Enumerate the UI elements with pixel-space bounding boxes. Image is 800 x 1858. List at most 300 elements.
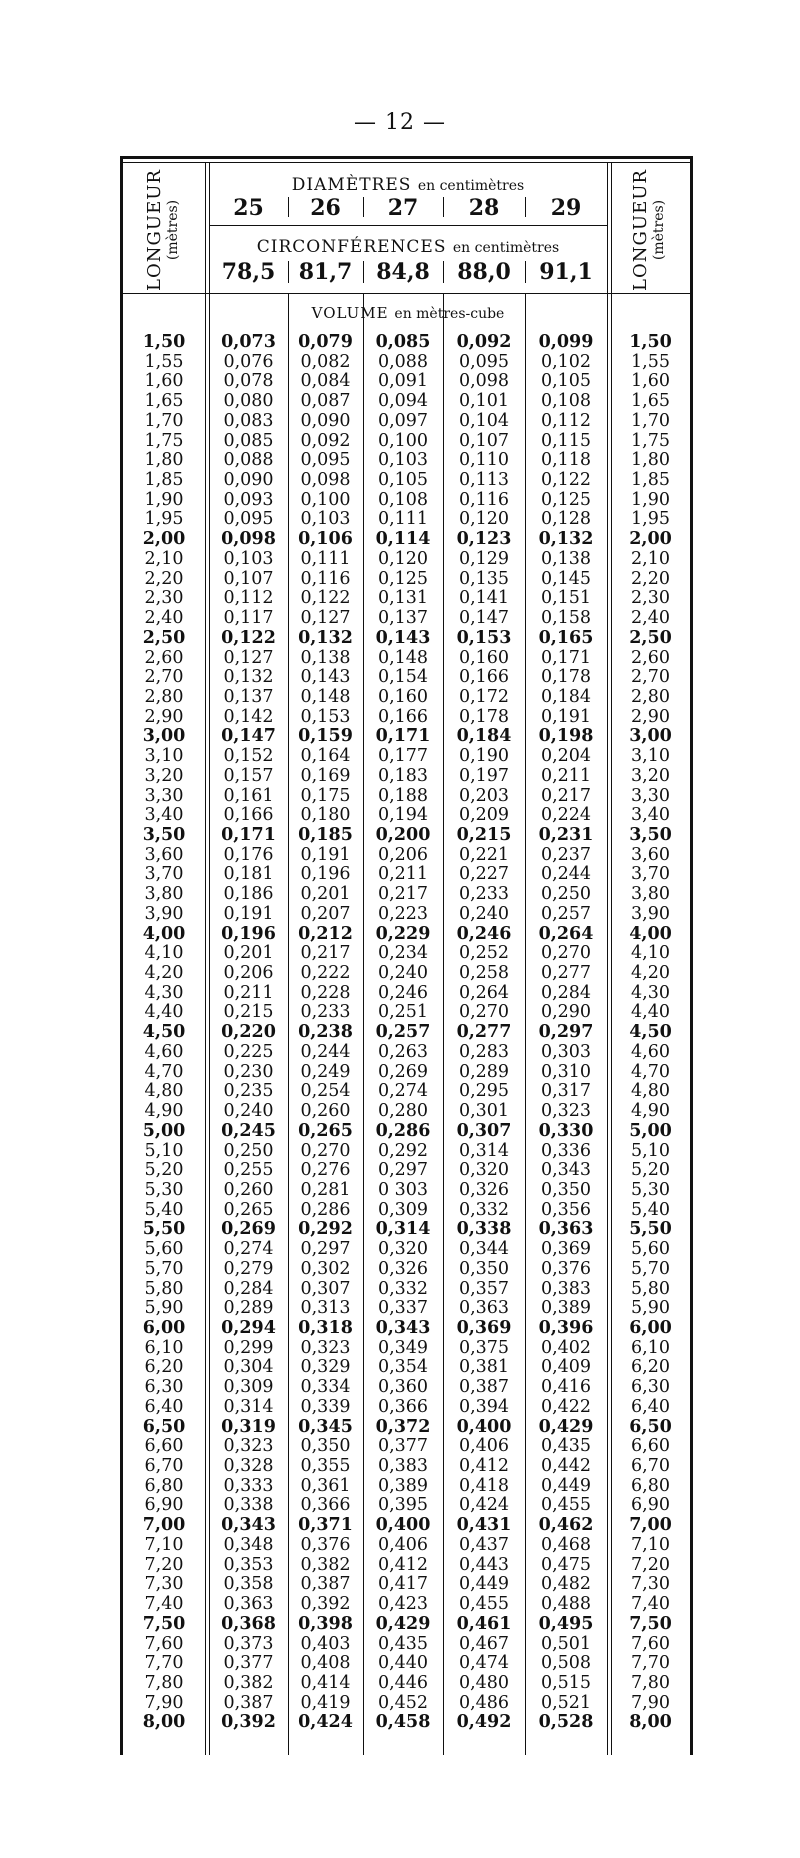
volume-cell: 0,269 <box>377 1061 429 1082</box>
length-cell: 5,70 <box>631 1258 670 1279</box>
diameter-value: 26 <box>310 195 341 221</box>
volume-cell: 0,117 <box>223 608 274 629</box>
volume-cell: 0,440 <box>377 1653 429 1674</box>
volume-cell: 0,095 <box>300 450 351 471</box>
volume-cell: 0,319 <box>221 1416 276 1437</box>
length-cell: 1,55 <box>631 351 670 372</box>
circumference-value: 88,0 <box>457 259 511 285</box>
volume-cell: 0,131 <box>377 588 429 609</box>
volume-cell: 0,474 <box>458 1653 510 1674</box>
volume-cell: 0,113 <box>458 470 510 491</box>
volume-cell: 0,135 <box>458 568 510 589</box>
length-cell: 7,90 <box>631 1692 670 1713</box>
volume-cell: 0,414 <box>300 1672 351 1693</box>
volume-cell: 0,260 <box>300 1101 351 1122</box>
volume-cell: 0,400 <box>375 1515 431 1536</box>
volume-cell: 0,073 <box>221 332 276 352</box>
volume-cell: 0,251 <box>377 1002 429 1023</box>
volume-cell: 0,294 <box>221 1318 276 1338</box>
volume-cell: 0,103 <box>223 548 274 569</box>
volume-cell: 0,371 <box>298 1515 353 1536</box>
volume-cell: 0,110 <box>458 450 510 471</box>
length-cell: 2,70 <box>631 667 670 688</box>
table-row <box>123 333 690 353</box>
table-row <box>123 471 690 491</box>
table-row <box>123 1299 690 1319</box>
length-cell: 5,90 <box>631 1298 670 1319</box>
length-cell: 2,70 <box>144 667 184 688</box>
volume-cell: 0,094 <box>377 391 429 412</box>
length-cell: 4,60 <box>631 1041 670 1062</box>
length-cell: 1,90 <box>631 489 670 510</box>
table-row <box>123 984 690 1004</box>
length-cell: 3,80 <box>144 884 184 905</box>
volume-cell: 0,297 <box>538 1022 594 1043</box>
volume-cell: 0,467 <box>458 1633 510 1654</box>
length-label: LONGUEUR <box>144 169 165 291</box>
volume-cell: 0,147 <box>458 608 510 629</box>
volume-cell: 0,389 <box>377 1475 429 1496</box>
volume-cell: 0,301 <box>458 1101 510 1122</box>
volume-cell: 0,265 <box>298 1120 353 1141</box>
volume-cell: 0,283 <box>458 1041 510 1062</box>
length-cell: 5,10 <box>631 1140 670 1161</box>
volume-cell: 0,418 <box>458 1475 510 1496</box>
volume-cell: 0,338 <box>223 1495 274 1516</box>
length-cell: 3,40 <box>631 805 670 826</box>
volume-cell: 0,211 <box>377 864 429 885</box>
length-cell: 1,80 <box>631 450 670 471</box>
volume-cell: 0,356 <box>540 1199 592 1220</box>
length-cell: 1,65 <box>631 391 670 412</box>
volume-cell: 0,191 <box>540 706 592 727</box>
length-cell: 3,20 <box>631 765 670 786</box>
length-cell: 1,60 <box>144 371 184 392</box>
volume-cell: 0,382 <box>223 1672 274 1693</box>
volume-cell: 0,217 <box>377 884 429 905</box>
diameters-title: DIAMÈTRES en centimètres <box>291 175 525 195</box>
volume-cell: 0,138 <box>540 548 592 569</box>
table-row <box>123 1575 690 1595</box>
volume-cell: 0,095 <box>223 509 274 530</box>
volume-cell: 0,302 <box>300 1258 351 1279</box>
table-row <box>123 1378 690 1398</box>
volume-cell: 0,186 <box>223 884 274 905</box>
volume-cell: 0,377 <box>377 1436 429 1457</box>
volume-cell: 0,394 <box>458 1396 510 1417</box>
table-row <box>123 1122 690 1142</box>
volume-cell: 0,092 <box>300 430 351 451</box>
table-row <box>123 1694 690 1714</box>
volume-cell: 0,102 <box>540 351 592 372</box>
volume-cell: 0,108 <box>377 489 429 510</box>
circumference-value: 84,8 <box>376 259 430 285</box>
volume-cell: 0,132 <box>298 627 353 648</box>
length-cell: 5,50 <box>629 1219 672 1240</box>
volume-cell: 0,492 <box>456 1712 512 1733</box>
length-cell: 1,70 <box>631 410 670 431</box>
volume-cell: 0,431 <box>456 1515 512 1536</box>
volume-cell: 0,343 <box>221 1515 276 1536</box>
volume-cell: 0,106 <box>298 529 353 550</box>
volume-cell: 0,080 <box>223 391 274 412</box>
volume-cell: 0,211 <box>223 982 274 1003</box>
table-row <box>123 1536 690 1556</box>
length-cell: 4,20 <box>631 963 670 984</box>
volume-cell: 0,176 <box>223 844 274 865</box>
table-row <box>123 412 690 432</box>
length-cell: 1,55 <box>144 351 184 372</box>
length-cell: 3,40 <box>144 805 184 826</box>
volume-cell: 0,097 <box>377 410 429 431</box>
length-cell: 4,80 <box>631 1081 670 1102</box>
volume-cell: 0,191 <box>223 903 274 924</box>
length-label-right <box>613 165 687 295</box>
volume-cell: 0,389 <box>540 1298 592 1319</box>
length-cell: 7,30 <box>144 1574 184 1595</box>
length-cell: 1,50 <box>629 332 672 352</box>
table-row <box>123 1635 690 1655</box>
length-cell: 2,90 <box>144 706 184 727</box>
volume-cell: 0,408 <box>300 1653 351 1674</box>
volume-cell: 0,244 <box>540 864 592 885</box>
volume-cell: 0,383 <box>377 1456 429 1477</box>
length-cell: 3,90 <box>144 903 184 924</box>
volume-cell: 0,437 <box>458 1534 510 1555</box>
volume-cell: 0,222 <box>300 963 351 984</box>
length-cell: 4,30 <box>144 982 184 1003</box>
length-label: LONGUEUR <box>630 169 651 291</box>
volume-cell: 0,181 <box>223 864 274 885</box>
volume-cell: 0,112 <box>540 410 592 431</box>
volume-cell: 0,423 <box>377 1594 429 1615</box>
volume-cell: 0,297 <box>300 1239 351 1260</box>
volume-cell: 0,258 <box>458 963 510 984</box>
table-row <box>123 905 690 925</box>
volume-cell: 0,123 <box>456 529 512 550</box>
volume-cell: 0,122 <box>540 470 592 491</box>
volume-cell: 0,313 <box>300 1298 351 1319</box>
length-cell: 3,10 <box>144 746 184 767</box>
table-row <box>123 885 690 905</box>
length-cell: 2,10 <box>144 548 184 569</box>
volume-cell: 0,238 <box>298 1022 353 1043</box>
table-row <box>123 1240 690 1260</box>
length-unit: (mètres) <box>165 199 181 261</box>
volume-cell: 0,387 <box>300 1574 351 1595</box>
circumference-value: 91,1 <box>539 259 593 285</box>
volume-cell: 0,158 <box>540 608 592 629</box>
volume-cell: 0,323 <box>540 1101 592 1122</box>
volume-cell: 0,369 <box>540 1239 592 1260</box>
table-row <box>123 1556 690 1576</box>
length-cell: 5,60 <box>144 1239 184 1260</box>
volume-cell: 0,108 <box>540 391 592 412</box>
volume-cell: 0,349 <box>377 1337 429 1358</box>
volume-cell: 0,137 <box>223 686 274 707</box>
length-cell: 7,70 <box>631 1653 670 1674</box>
header-separator <box>443 197 444 217</box>
length-cell: 3,90 <box>631 903 670 924</box>
volume-cell: 0,323 <box>300 1337 351 1358</box>
volume-cell: 0,274 <box>377 1081 429 1102</box>
length-cell: 7,50 <box>629 1613 672 1634</box>
table-row <box>123 1615 690 1635</box>
volume-cell: 0,157 <box>223 765 274 786</box>
table-row <box>123 708 690 728</box>
volume-cell: 0,264 <box>458 982 510 1003</box>
length-cell: 3,70 <box>144 864 184 885</box>
table-row <box>123 1220 690 1240</box>
volume-cell: 0,178 <box>458 706 510 727</box>
volume-cell: 0,358 <box>223 1574 274 1595</box>
volume-cell: 0,184 <box>540 686 592 707</box>
volume-cell: 0,515 <box>540 1672 592 1693</box>
length-cell: 2,50 <box>142 627 186 648</box>
volume-cell: 0,304 <box>223 1357 274 1378</box>
volume-cell: 0,100 <box>300 489 351 510</box>
volume-cell: 0,309 <box>377 1199 429 1220</box>
volume-cell: 0,343 <box>375 1318 431 1338</box>
table-row <box>123 1003 690 1023</box>
volume-cell: 0,257 <box>540 903 592 924</box>
volume-cell: 0,274 <box>223 1239 274 1260</box>
length-cell: 1,90 <box>144 489 184 510</box>
table-row <box>123 451 690 471</box>
table-row <box>123 747 690 767</box>
volume-cell: 0,449 <box>540 1475 592 1496</box>
volume-cell: 0,211 <box>540 765 592 786</box>
volume-cell: 0,103 <box>300 509 351 530</box>
length-cell: 1,75 <box>144 430 184 451</box>
length-cell: 3,80 <box>631 884 670 905</box>
volume-cell: 0,085 <box>223 430 274 451</box>
length-cell: 3,20 <box>144 765 184 786</box>
length-cell: 6,80 <box>144 1475 184 1496</box>
volume-cell: 0,366 <box>300 1495 351 1516</box>
volume-cell: 0,452 <box>377 1692 429 1713</box>
length-cell: 5,20 <box>144 1160 184 1181</box>
header-separator <box>288 197 289 217</box>
volume-cell: 0,501 <box>540 1633 592 1654</box>
length-cell: 1,75 <box>631 430 670 451</box>
volume-cell: 0,153 <box>456 627 512 648</box>
volume-cell: 0,392 <box>300 1594 351 1615</box>
length-cell: 5,00 <box>629 1120 672 1141</box>
length-cell: 5,90 <box>144 1298 184 1319</box>
length-cell: 3,70 <box>631 864 670 885</box>
volume-cell: 0,360 <box>377 1377 429 1398</box>
diameter-value: 27 <box>387 195 419 221</box>
length-cell: 3,60 <box>144 844 184 865</box>
table-row <box>123 353 690 373</box>
table-row <box>123 727 690 747</box>
volume-cell: 0,079 <box>298 332 353 352</box>
volume-cell: 0,376 <box>540 1258 592 1279</box>
volume-cell: 0,153 <box>300 706 351 727</box>
volume-cell: 0,095 <box>458 351 510 372</box>
volume-cell: 0,350 <box>540 1179 592 1200</box>
volume-cell: 0,164 <box>300 746 351 767</box>
volume-cell: 0,166 <box>458 667 510 688</box>
length-cell: 3,50 <box>629 825 672 845</box>
volume-cell: 0,244 <box>300 1041 351 1062</box>
table-row <box>123 787 690 807</box>
table-row <box>123 1398 690 1418</box>
volume-cell: 0,190 <box>458 746 510 767</box>
volume-cell: 0,307 <box>300 1278 351 1299</box>
volume-cell: 0,400 <box>456 1416 512 1437</box>
volume-cell: 0,377 <box>223 1653 274 1674</box>
table-row <box>123 1654 690 1674</box>
volume-cell: 0,147 <box>221 726 276 747</box>
volume-cell: 0,198 <box>538 726 594 747</box>
length-cell: 5,10 <box>144 1140 184 1161</box>
table-row <box>123 1437 690 1457</box>
volume-cell: 0,284 <box>540 982 592 1003</box>
volume-cell: 0,396 <box>538 1318 594 1338</box>
volume-cell: 0,462 <box>538 1515 594 1536</box>
volume-cell: 0,417 <box>377 1574 429 1595</box>
volume-cell: 0,338 <box>456 1219 512 1240</box>
header-separator <box>288 261 289 283</box>
volume-cell: 0,127 <box>300 608 351 629</box>
volume-cell: 0,148 <box>377 647 429 668</box>
length-cell: 3,50 <box>142 825 186 845</box>
length-cell: 5,80 <box>631 1278 670 1299</box>
table-row <box>123 1674 690 1694</box>
length-cell: 5,30 <box>144 1179 184 1200</box>
length-cell: 7,80 <box>144 1672 184 1693</box>
volume-cell: 0,409 <box>540 1357 592 1378</box>
volume-cell: 0,332 <box>458 1199 510 1220</box>
length-cell: 5,40 <box>144 1199 184 1220</box>
volume-cell: 0,252 <box>458 943 510 964</box>
volume-cell: 0,435 <box>377 1633 429 1654</box>
volume-cell: 0,461 <box>456 1613 512 1634</box>
length-cell: 4,90 <box>631 1101 670 1122</box>
volume-cell: 0,237 <box>540 844 592 865</box>
volume-cell: 0,087 <box>300 391 351 412</box>
volume-cell: 0,116 <box>458 489 510 510</box>
volume-cell: 0,279 <box>223 1258 274 1279</box>
table-row <box>123 964 690 984</box>
table-row <box>123 944 690 964</box>
volume-cell: 0,326 <box>458 1179 510 1200</box>
table-row <box>123 1496 690 1516</box>
volume-cell: 0,169 <box>300 765 351 786</box>
volume-cell: 0,128 <box>540 509 592 530</box>
length-cell: 2,30 <box>631 588 670 609</box>
volume-cell: 0,196 <box>221 923 276 944</box>
length-cell: 5,00 <box>142 1120 186 1141</box>
length-cell: 2,30 <box>144 588 184 609</box>
volume-cell: 0,495 <box>538 1613 594 1634</box>
length-cell: 2,80 <box>144 686 184 707</box>
volume-cell: 0,286 <box>375 1120 431 1141</box>
volume-cell: 0,387 <box>223 1692 274 1713</box>
length-cell: 5,30 <box>631 1179 670 1200</box>
volume-cell: 0,277 <box>456 1022 512 1043</box>
volume-cell: 0,295 <box>458 1081 510 1102</box>
volume-cell: 0,373 <box>223 1633 274 1654</box>
volume-title: VOLUME en mètres-cube <box>311 304 505 322</box>
volume-cell: 0,292 <box>298 1219 353 1240</box>
volume-cell: 0,348 <box>223 1534 274 1555</box>
volume-cell: 0,104 <box>458 410 510 431</box>
volume-cell: 0,355 <box>300 1456 351 1477</box>
volume-cell: 0,229 <box>375 923 431 944</box>
volume-cell: 0,337 <box>377 1298 429 1319</box>
volume-cell: 0,246 <box>456 923 512 944</box>
volume-cell: 0,455 <box>458 1594 510 1615</box>
volume-cell: 0,330 <box>538 1120 594 1141</box>
volume-cell: 0,228 <box>300 982 351 1003</box>
volume-cell: 0,231 <box>538 825 594 845</box>
volume-cell: 0,160 <box>458 647 510 668</box>
volume-cell: 0,328 <box>223 1456 274 1477</box>
length-cell: 6,20 <box>631 1357 670 1378</box>
length-cell: 7,00 <box>142 1515 186 1536</box>
table-row <box>123 530 690 550</box>
volume-cell: 0,143 <box>375 627 431 648</box>
volume-cell: 0,141 <box>458 588 510 609</box>
volume-cell: 0 303 <box>377 1179 429 1200</box>
volume-cell: 0,184 <box>456 726 512 747</box>
table-row <box>123 649 690 669</box>
volume-cell: 0,217 <box>540 785 592 806</box>
volume-cell: 0,234 <box>377 943 429 964</box>
volume-cell: 0,215 <box>456 825 512 845</box>
volume-cell: 0,276 <box>300 1160 351 1181</box>
volume-cell: 0,105 <box>540 371 592 392</box>
volume-cell: 0,166 <box>377 706 429 727</box>
volume-cell: 0,084 <box>300 371 351 392</box>
volume-cell: 0,488 <box>540 1594 592 1615</box>
length-cell: 8,00 <box>142 1712 186 1733</box>
volume-cell: 0,299 <box>223 1337 274 1358</box>
length-cell: 4,60 <box>144 1041 184 1062</box>
volume-cell: 0,191 <box>300 844 351 865</box>
table-row <box>123 1280 690 1300</box>
volume-cell: 0,395 <box>377 1495 429 1516</box>
volume-cell: 0,143 <box>300 667 351 688</box>
volume-cell: 0,103 <box>377 450 429 471</box>
volume-cell: 0,345 <box>298 1416 353 1437</box>
circumferences-title: CIRCONFÉRENCES en centimètres <box>256 237 560 257</box>
volume-cell: 0,215 <box>223 1002 274 1023</box>
length-cell: 4,30 <box>631 982 670 1003</box>
volume-cell: 0,250 <box>223 1140 274 1161</box>
volume-cell: 0,419 <box>300 1692 351 1713</box>
length-cell: 4,50 <box>142 1022 186 1043</box>
length-cell: 3,10 <box>631 746 670 767</box>
volume-cell: 0,303 <box>540 1041 592 1062</box>
volume-cell: 0,372 <box>375 1416 431 1437</box>
volume-cell: 0,085 <box>375 332 431 352</box>
volume-cell: 0,203 <box>458 785 510 806</box>
length-cell: 7,20 <box>631 1554 670 1575</box>
volume-cell: 0,160 <box>377 686 429 707</box>
length-cell: 6,90 <box>631 1495 670 1516</box>
volume-cell: 0,088 <box>223 450 274 471</box>
length-cell: 6,00 <box>629 1318 672 1338</box>
volume-cell: 0,194 <box>377 805 429 826</box>
length-cell: 4,00 <box>629 923 672 944</box>
volume-cell: 0,343 <box>540 1160 592 1181</box>
volume-cell: 0,344 <box>458 1239 510 1260</box>
volume-cell: 0,099 <box>538 332 594 352</box>
